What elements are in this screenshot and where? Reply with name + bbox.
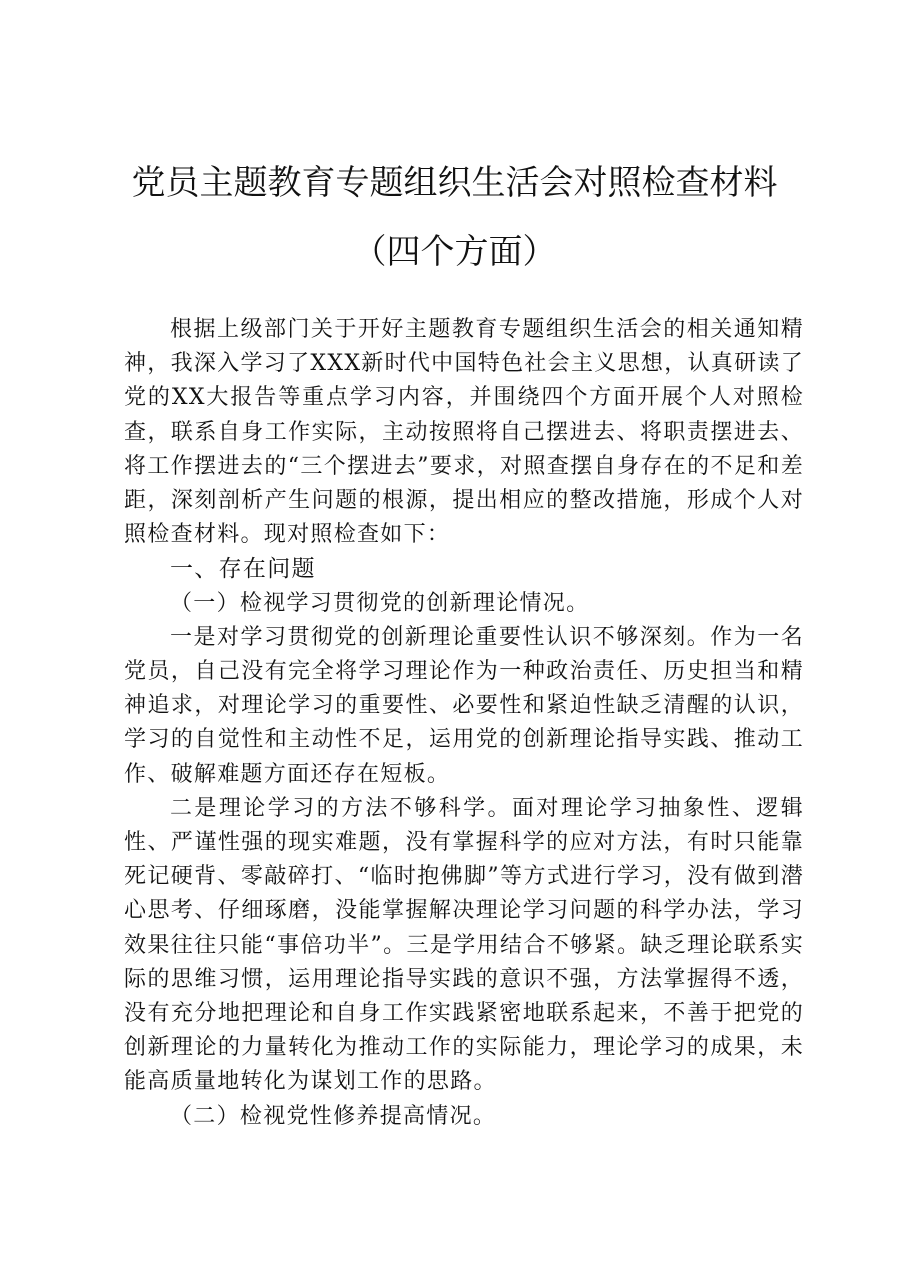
paragraph-2: 二是理论学习的方法不够科学。面对理论学习抽象性、逻辑性、严谨性强的现实难题，没有掌握科学的应对方法，有时只能靠死记硬背、零敲碎打、“临时抱佛脚”等方式进行学习，没有做到潜心思考、仔细琢磨，没能掌握解决理论学习问题的科学办法，学习效果往往只能“事倍功半”。三是学用结合不够紧。缺乏理论联系实际的思维习惯，运用理论指导实践的意识不强，方法掌握得不透，没有充分地把理论和自身工作实践紧密地联系起来，不善于把党的创新理论的力量转化为推动工作的实际能力，理论学习的成果，未能高质量地转化为谋划工作的思路。 [124,795,804,1095]
intro-paragraph: 根据上级部门关于开好主题教育专题组织生活会的相关通知精神，我深入学习了XXX新时代中国特色社会主义思想，认真研读了党的XX大报告等重点学习内容，并围绕四个方面开展个人对照检查，联系自身工作实际，主动按照将自己摆进去、将职责摆进去、将工作摆进去的“三个摆进去”要求，对照查摆自身存在的不足和差距，深刻剖析产生问题的根源，提出相应的整改措施，形成个人对照检查材料。现对照检查如下： [124,317,804,548]
document-body [124,313,804,1134]
subsection-heading-2: （二）检视党性修养提高情况。 [170,1103,497,1129]
paragraph-1: 一是对学习贯彻党的创新理论重要性认识不够深刻。作为一名党员，自己没有完全将学习理论作为一种政治责任、历史担当和精神追求，对理论学习的重要性、必要性和紧迫性缺乏清醒的认识，学习的自觉性和主动性不足，运用党的创新理论指导实践、推动工作、破解难题方面还存在短板。 [124,624,804,787]
subsection-heading-1: （一）检视学习贯彻党的创新理论情况。 [170,590,590,616]
section-heading-problems: 一、存在问题 [170,556,316,583]
document-subtitle: （四个方面） [352,232,557,272]
document-title: 党员主题教育专题组织生活会对照检查材料 [131,163,778,203]
